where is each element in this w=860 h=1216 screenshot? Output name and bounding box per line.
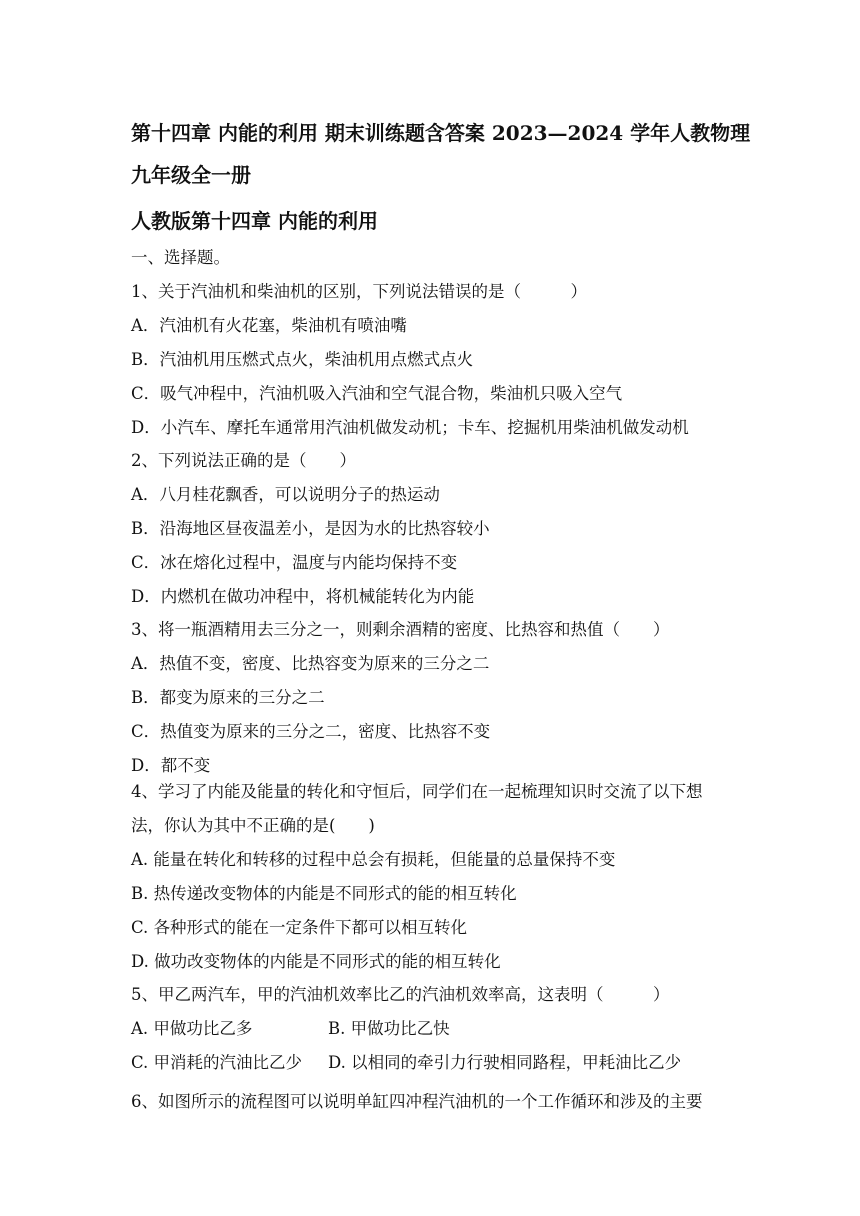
question-4-option-b: B. 热传递改变物体的内能是不同形式的能的相互转化 [131, 884, 517, 903]
question-4-option-c: C. 各种形式的能在一定条件下都可以相互转化 [131, 918, 468, 937]
question-2-option-b: B．沿海地区昼夜温差小，是因为水的比热容较小 [131, 519, 490, 538]
question-3-option-b: B．都变为原来的三分之二 [131, 688, 325, 707]
question-5-stem: 5、甲乙两汽车，甲的汽油机效率比乙的汽油机效率高，这表明（ ） [131, 985, 670, 1004]
question-1-option-c: C．吸气冲程中，汽油机吸入汽油和空气混合物，柴油机只吸入空气 [131, 384, 623, 403]
question-5-option-b: B. 甲做功比乙快 [328, 1019, 450, 1038]
question-2-option-d: D．内燃机在做功冲程中，将机械能转化为内能 [131, 587, 475, 606]
document-title-line-1: 第十四章 内能的利用 期末训练题含答案 2023—2024 学年人教物理 [131, 121, 751, 145]
question-4-stem-line-2: 法，你认为其中不正确的是( ) [131, 816, 375, 835]
document-title-line-2: 九年级全一册 [131, 163, 251, 187]
question-2-stem: 2、下列说法正确的是（ ） [131, 451, 356, 470]
question-5-option-a: A. 甲做功比乙多 [131, 1019, 253, 1038]
question-2-option-a: A．八月桂花飘香，可以说明分子的热运动 [131, 485, 440, 504]
question-6-stem-line-1: 6、如图所示的流程图可以说明单缸四冲程汽油机的一个工作循环和涉及的主要 [131, 1092, 703, 1111]
question-5-option-c: C. 甲消耗的汽油比乙少 [131, 1053, 303, 1072]
question-2-option-c: C．冰在熔化过程中，温度与内能均保持不变 [131, 553, 458, 572]
question-3-stem: 3、将一瓶酒精用去三分之一，则剩余酒精的密度、比热容和热值（ ） [131, 620, 670, 639]
question-1-stem: 1、关于汽油机和柴油机的区别，下列说法错误的是（ ） [131, 282, 587, 301]
question-1-option-a: A．汽油机有火花塞，柴油机有喷油嘴 [131, 316, 407, 335]
question-3-option-a: A．热值不变，密度、比热容变为原来的三分之二 [131, 654, 490, 673]
question-4-stem-line-1: 4、学习了内能及能量的转化和守恒后，同学们在一起梳理知识时交流了以下想 [131, 782, 703, 801]
question-3-option-d: D．都不变 [131, 756, 211, 775]
question-1-option-d: D．小汽车、摩托车通常用汽油机做发动机；卡车、挖掘机用柴油机做发动机 [131, 418, 689, 437]
question-4-option-a: A. 能量在转化和转移的过程中总会有损耗，但能量的总量保持不变 [131, 850, 616, 869]
question-3-option-c: C．热值变为原来的三分之二，密度、比热容不变 [131, 722, 491, 741]
question-4-option-d: D. 做功改变物体的内能是不同形式的能的相互转化 [131, 952, 501, 971]
document-subtitle: 人教版第十四章 内能的利用 [131, 209, 378, 233]
section-heading: 一、选择题。 [131, 248, 230, 267]
question-5-option-d: D. 以相同的牵引力行驶相同路程，甲耗油比乙少 [328, 1053, 682, 1072]
question-1-option-b: B．汽油机用压燃式点火，柴油机用点燃式点火 [131, 350, 474, 369]
